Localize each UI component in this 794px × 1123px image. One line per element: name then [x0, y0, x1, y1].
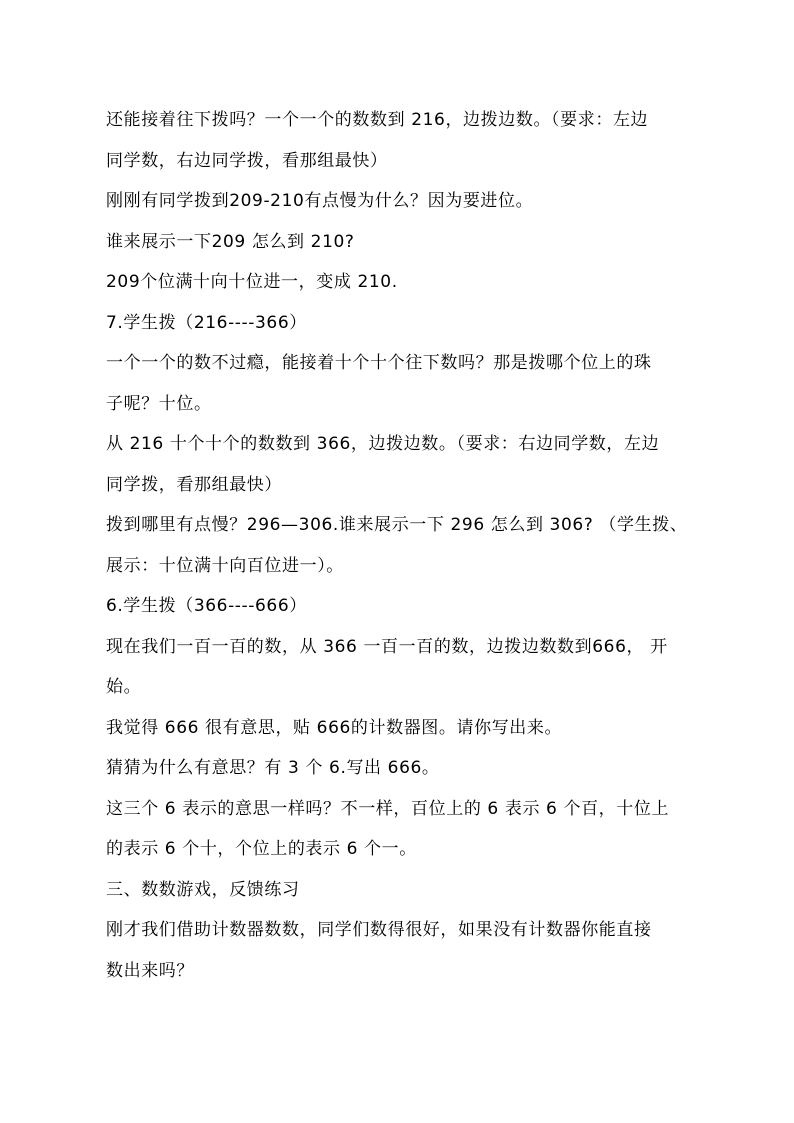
section-heading: 6.学生拨（366----666） [106, 596, 307, 616]
text-line: 谁来展示一下209 怎么到 210? [106, 231, 355, 252]
text-line: 刚才我们借助计数器数数，同学们数得很好，如果没有计数器你能直接 [106, 920, 652, 940]
text-line: 拨到哪里有点慢？296—306.谁来展示一下 296 怎么到 306? （学生拨、 [106, 515, 688, 535]
text-line: 展示：十位满十向百位进一）。 [106, 555, 344, 576]
text-line: 的表示 6 个十，个位上的表示 6 个一。 [106, 839, 417, 859]
text-line: 子呢？十位。 [106, 393, 212, 414]
section-heading: 三、数数游戏，反馈练习 [106, 879, 300, 900]
text-line: 一个一个的数不过瘾，能接着十个十个往下数吗？那是拨哪个位上的珠 [106, 353, 652, 373]
text-line: 数出来吗？ [106, 960, 194, 981]
text-line: 从 216 十个十个的数数到 366，边拨边数。（要求：右边同学数，左边 [106, 434, 660, 454]
text-line: 刚刚有同学拨到209-210有点慢为什么？因为要进位。 [106, 191, 534, 211]
text-line: 始。 [106, 677, 142, 697]
text-line: 这三个 6 表示的意思一样吗？不一样，百位上的 6 表示 6 个百，十位上 [106, 798, 670, 819]
document-body [106, 100, 706, 991]
section-heading: 7.学生拨（216----366） [106, 312, 307, 333]
text-line: 我觉得 666 很有意思，贴 666的计数器图。请你写出来。 [106, 717, 563, 738]
text-line: 猜猜为什么有意思？有 3 个 6.写出 666。 [106, 758, 440, 778]
text-line: 现在我们一百一百的数，从 366 一百一百的数，边拨边数数到666， 开 [106, 636, 668, 657]
text-line: 同学拨，看那组最快） [106, 474, 282, 495]
text-line: 还能接着往下拨吗？一个一个的数数到 216，边拨边数。（要求：左边 [106, 110, 649, 130]
text-line: 209个位满十向十位进一，变成 210. [106, 272, 398, 292]
text-line: 同学数，右边同学拨，看那组最快） [106, 150, 388, 171]
